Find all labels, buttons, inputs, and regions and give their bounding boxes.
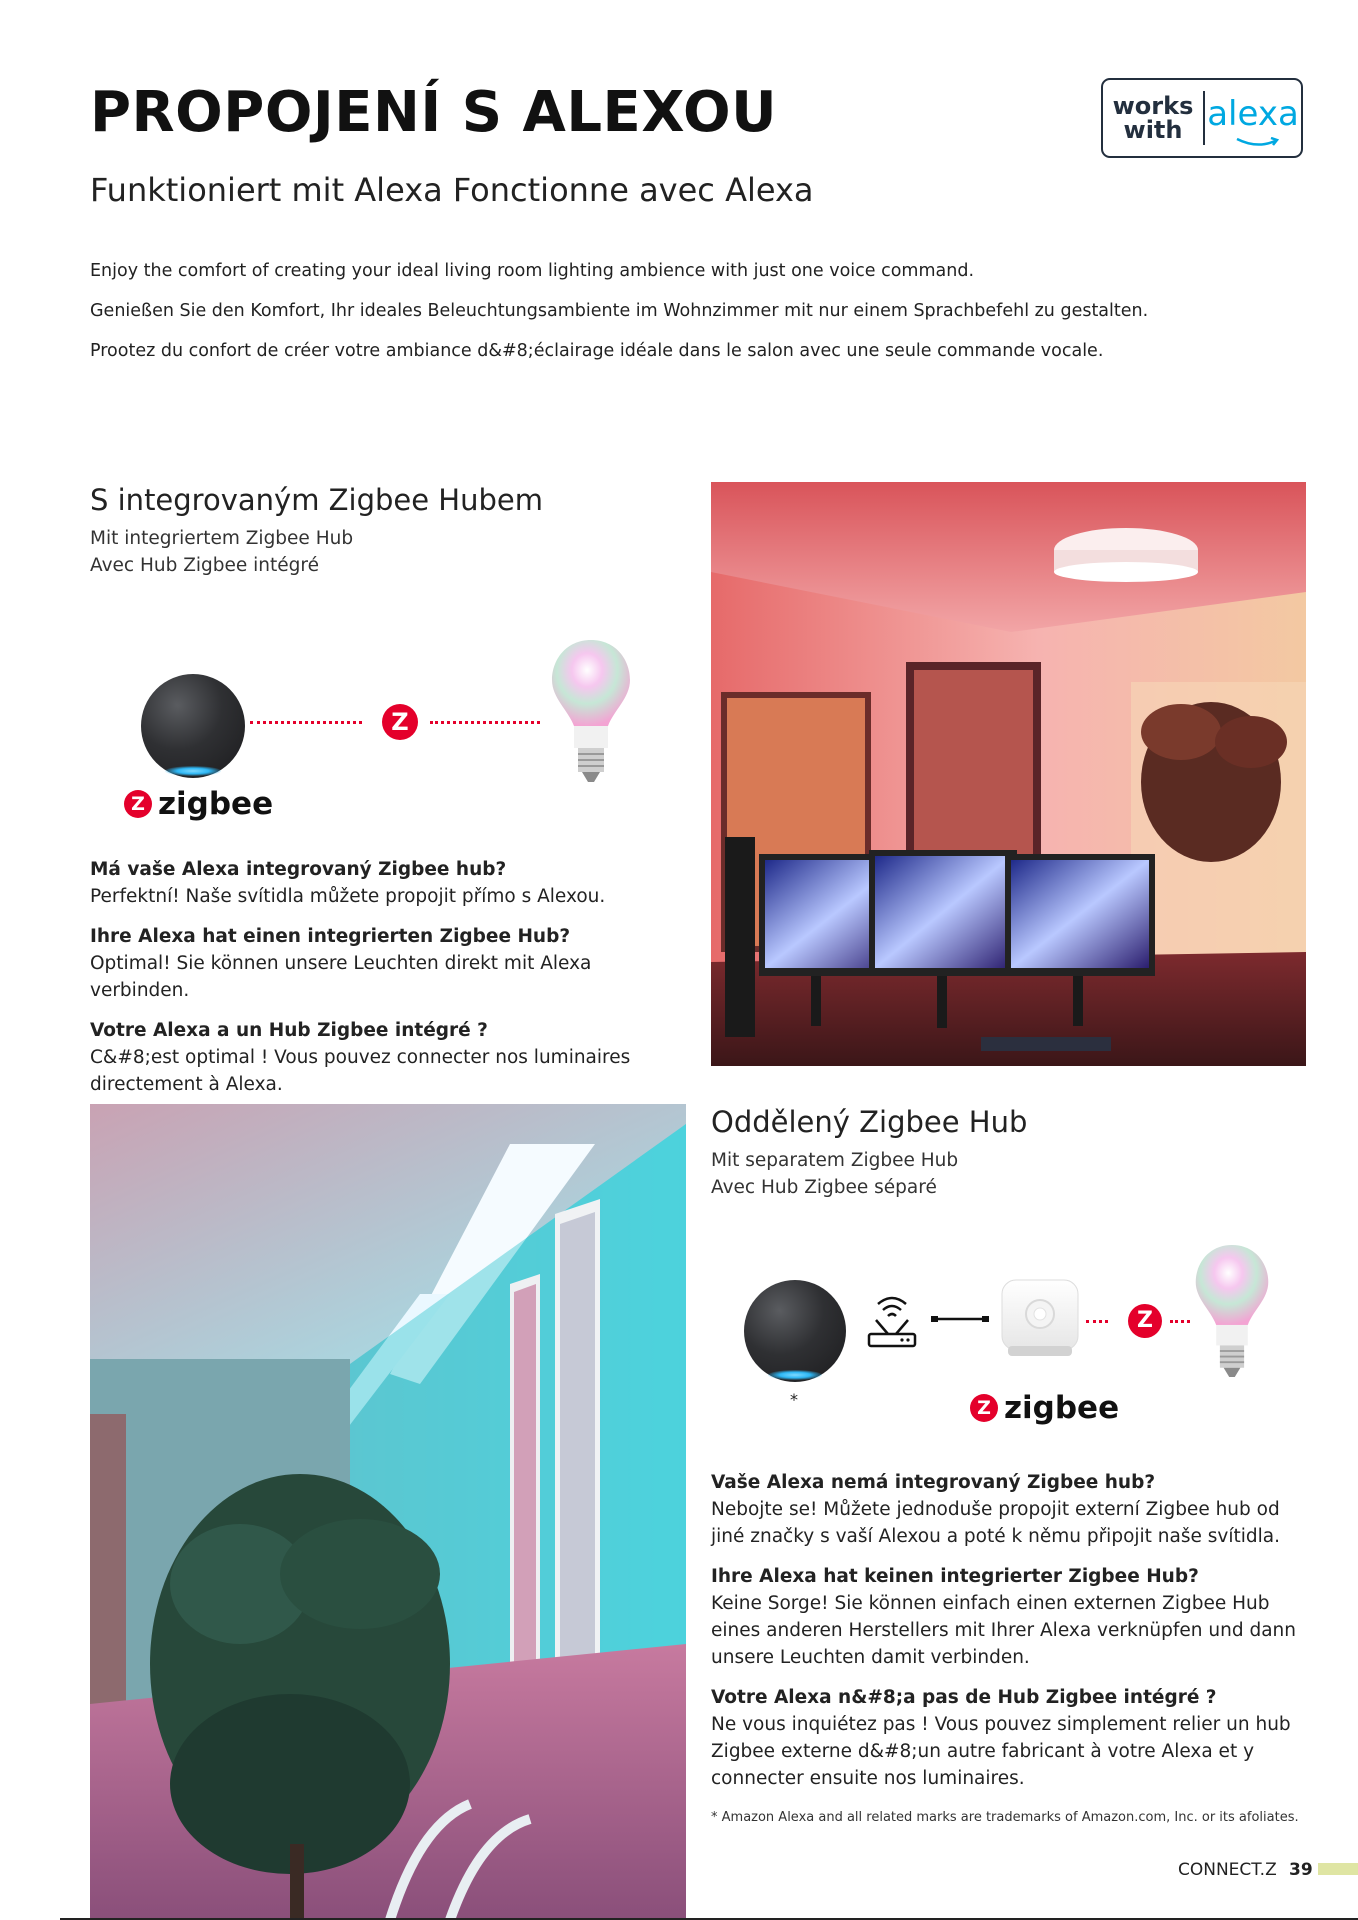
separate-hub-header	[711, 1103, 1027, 1201]
connection-dots	[1086, 1320, 1108, 1323]
faq-fr: Votre Alexa a un Hub Zigbee intégré ? C&#8;est optimal ! Vous pouvez connecter nos luminaires directement à Alexa.	[90, 1020, 631, 1095]
echo-light-ring	[768, 1370, 822, 1380]
zigbee-logo: Z zigbee	[970, 1390, 1119, 1426]
page-title: PROPOJENÍ S ALEXOU	[90, 80, 778, 145]
separate-hub-sub-fr: Avec Hub Zigbee séparé	[711, 1177, 937, 1198]
connection-dots	[430, 721, 540, 724]
faq-cs: Má vaše Alexa integrovaný Zigbee hub? Perfektní! Naše svítidla můžete propojit přímo s Alexou.	[90, 859, 606, 907]
integrated-hub-sub-fr: Avec Hub Zigbee intégré	[90, 555, 319, 576]
separate-hub-heading: Oddělený Zigbee Hub	[711, 1105, 1028, 1139]
separate-hub-sub-de: Mit separatem Zigbee Hub	[711, 1150, 959, 1171]
smart-bulb-icon	[548, 636, 634, 786]
page-number: 39	[1289, 1860, 1313, 1880]
page-subtitle: Funktioniert mit Alexa Fonctionne avec Alexa	[90, 171, 814, 209]
footer-brand: CONNECT.Z	[1178, 1860, 1277, 1880]
smart-bulb-icon	[1192, 1238, 1272, 1384]
intro-fr: Prootez du confort de créer votre ambiance d&#8;éclairage idéale dans le salon avec une seule commande vocale.	[90, 341, 1104, 361]
integrated-hub-heading: S integrovaným Zigbee Hubem	[90, 483, 543, 517]
trademark-footnote: * Amazon Alexa and all related marks are trademarks of Amazon.com, Inc. or its afoliates.	[711, 1810, 1299, 1825]
zigbee-logo-icon: Z	[124, 790, 152, 818]
gaming-room-photo	[711, 482, 1306, 1066]
echo-speaker-icon	[744, 1280, 846, 1382]
zigbee-hub-device-icon	[998, 1276, 1082, 1360]
faq-de: Ihre Alexa hat einen integrierten Zigbee Hub? Optimal! Sie können unsere Leuchten direkt mit Alexa verbinden.	[90, 926, 592, 1001]
footer-accent-bar	[1318, 1863, 1358, 1875]
alexa-smile-icon	[1235, 137, 1279, 149]
integrated-hub-header	[90, 481, 543, 579]
zigbee-logo: Z zigbee	[124, 786, 273, 822]
asterisk-note-marker: *	[790, 1390, 798, 1409]
faq-de: Ihre Alexa hat keinen integrierter Zigbee Hub? Keine Sorge! Sie können einfach einen externen Zigbee Hub eines anderen Herstellers mit Ihrer Alexa verknüpfen und dann unsere Leuchten damit verbinden.	[711, 1566, 1296, 1668]
cable-link-icon	[930, 1312, 990, 1326]
echo-light-ring	[165, 766, 221, 776]
alexa-logo: alexa	[1205, 97, 1301, 131]
intro-de: Genießen Sie den Komfort, Ihr ideales Beleuchtungsambiente im Wohnzimmer mit nur einem Sprachbefehl zu gestalten.	[90, 301, 1149, 321]
zigbee-icon: Z	[1128, 1304, 1162, 1338]
integrated-hub-faq	[90, 856, 690, 1111]
connection-dots	[250, 721, 362, 724]
intro-text	[90, 260, 1148, 362]
faq-cs: Vaše Alexa nemá integrovaný Zigbee hub? Nebojte se! Můžete jednoduše propojit externí Zigbee hub od jiné značky s vaší Alexou a poté k němu připojit naše svítidla.	[711, 1472, 1280, 1547]
works-with-alexa-badge	[1101, 78, 1303, 158]
separate-hub-faq	[711, 1469, 1306, 1805]
echo-speaker-icon	[141, 674, 245, 778]
connection-dots	[1170, 1320, 1190, 1323]
router-icon	[866, 1290, 918, 1350]
badge-works-with: works with	[1112, 92, 1194, 144]
faq-fr: Votre Alexa n&#8;a pas de Hub Zigbee intégré ? Ne vous inquiétez pas ! Vous pouvez simplement relier un hub Zigbee externe d&#8;un autre fabricant à votre Alexa et y connecter ensuite nos luminaires.	[711, 1687, 1291, 1789]
zigbee-logo-icon: Z	[970, 1394, 998, 1422]
integrated-hub-sub-de: Mit integriertem Zigbee Hub	[90, 528, 354, 549]
office-room-photo	[90, 1104, 686, 1920]
intro-en: Enjoy the comfort of creating your ideal living room lighting ambience with just one voice command.	[90, 261, 975, 281]
zigbee-icon: Z	[382, 704, 418, 740]
